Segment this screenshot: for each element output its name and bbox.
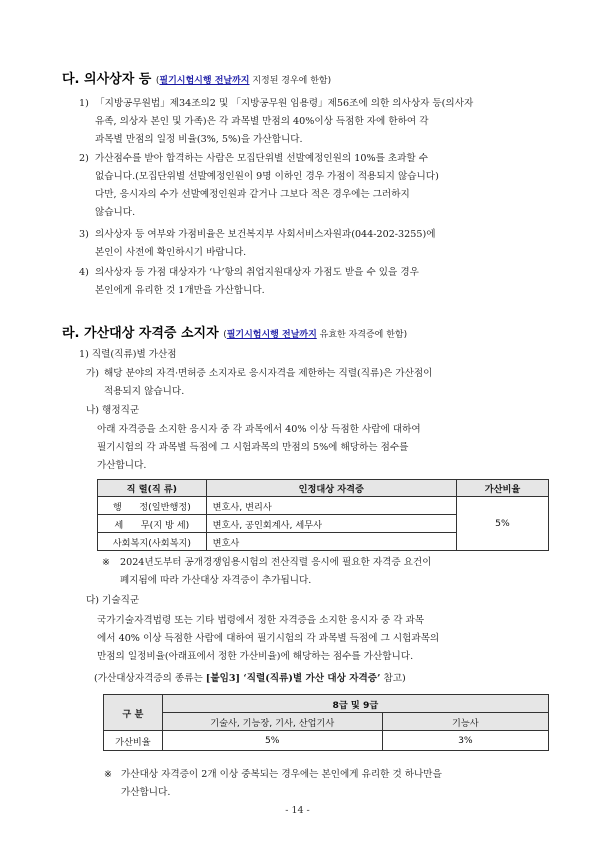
table-cell: 세 무(지 방 세) [98, 515, 207, 533]
table-header: 인정대상 자격증 [206, 480, 456, 497]
text-line: 않습니다. [95, 207, 136, 218]
note-2-text [121, 766, 442, 802]
text-line: 가산대상 자격증이 2개 이상 중복되는 경우에는 본인에게 유리한 것 하나만을 [121, 769, 442, 780]
text-line: 의사상자 등 가점 대상자가 ‘나’항의 취업지원대상자 가점도 받을 수 있을 경우 [95, 267, 419, 278]
item-ga-text [104, 365, 432, 401]
table-cell: 5% [162, 731, 382, 751]
item-da-text [97, 612, 439, 666]
paren-open: ( [155, 76, 160, 86]
tech-cert-table [103, 694, 549, 751]
item-number: 4) [79, 267, 89, 278]
text-line: 다만, 응시자의 수가 선발예정인원과 같거나 그보다 적은 경우에는 그러하지 [95, 189, 410, 200]
text-line: 「지방공무원법」제34조의2 및 「지방공무원 임용령」제56조에 의한 의사상자 등(의사자 [95, 98, 474, 109]
table-header: 직 렬(직 류) [98, 480, 207, 497]
text-line: 없습니다.(모집단위별 선발예정인원이 9명 이하인 경우 가점이 적용되지 않습니다) [95, 171, 439, 182]
text-line: 의사상자 등 여부와 가점비율은 보건복지부 사회서비스자원과(044-202-3255)에 [95, 229, 436, 240]
cert-reference-line [94, 670, 406, 688]
table-cell-rate: 5% [456, 497, 548, 551]
note-mark: ※ [104, 769, 113, 780]
page-number: - 14 - [285, 805, 310, 816]
paren-open: ( [223, 330, 227, 340]
section-ra-suffix: 유효한 자격증에 한함) [316, 330, 408, 340]
text-line: 에서 40% 이상 득점한 사람에 대하여 필기시험의 각 과목별 득점에 그 시험과목의 [97, 633, 440, 644]
text-line: 필기시험의 각 과목별 득점에 그 시험과목의 만점의 5%에 해당하는 점수를 [97, 442, 409, 453]
table-cell: 사회복지(사회복지) [98, 533, 207, 551]
table-cell: 3% [382, 731, 548, 751]
text-line: 가산합니다. [97, 460, 147, 471]
text-line: 가산합니다. [121, 787, 171, 798]
section-da-highlight: 필기시험시행 전날까지 [159, 76, 250, 86]
text-line: 만점의 일정비율(아래표에서 정한 가산비율)에 해당하는 점수를 가산합니다. [97, 651, 414, 662]
text-line: 아래 자격증을 소지한 응시자 중 각 과목에서 40% 이상 득점한 사람에 대하여 [97, 424, 421, 435]
item-number: 2) [79, 153, 89, 164]
table-header: 가산비율 [456, 480, 548, 497]
section-ra-highlight: 필기시험시행 전날까지 [226, 330, 317, 340]
item-text [95, 150, 439, 222]
table-corner-header: 구 분 [104, 695, 163, 731]
table-cell: 변호사, 변리사 [206, 497, 456, 515]
note-1-text [120, 554, 431, 590]
table-row-label: 가산비율 [104, 731, 163, 751]
text-line: 과목별 만점의 일정 비율(3%, 5%)을 가산합니다. [95, 134, 303, 145]
table-row [98, 497, 549, 515]
text-line: 적용되지 않습니다. [104, 386, 185, 397]
table-cell: 변호사, 공인회계사, 세무사 [206, 515, 456, 533]
text-line: 국가기술자격법령 또는 기타 법령에서 정한 자격증을 소지한 응시자 중 각 과목 [97, 615, 425, 626]
item-da-title: 다) 기술직군 [86, 595, 140, 606]
admin-cert-table [97, 479, 549, 551]
table-group-header: 8급 및 9급 [162, 695, 548, 713]
item-text [95, 95, 473, 149]
text-line: 가산점수를 받아 합격하는 사람은 모집단위별 선발예정인원의 10%를 초과할 수 [95, 153, 429, 164]
text-line: 2024년도부터 공개경쟁임용시험의 전산직렬 응시에 필요한 자격증 요건이 [120, 557, 432, 568]
table-header: 기술사, 기능장, 기사, 산업기사 [162, 713, 382, 731]
text-line: 유족, 의상자 본인 및 가족)은 각 과목별 만점의 40%이상 득점한 자에 한하여 각 [95, 116, 429, 127]
item-text [95, 226, 435, 262]
item-number: 가) [86, 368, 100, 379]
table-cell: 행 정(일반행정) [98, 497, 207, 515]
item-number: 1) [79, 98, 89, 109]
text-line: 본인이 사전에 확인하시기 바랍니다. [95, 247, 247, 258]
reference-attachment: [붙임3] ‘직렬(직류)별 가산 대상 자격증’ [205, 673, 381, 684]
item-na-title: 나) 행정직군 [86, 405, 140, 416]
section-da-title: 다. 의사상자 등 [62, 72, 152, 87]
item-number: 3) [79, 229, 89, 240]
text-line: 폐지됨에 따라 가산대상 자격증이 추가됩니다. [120, 575, 312, 586]
reference-prefix: (가산대상자격증의 종류는 [94, 673, 206, 684]
table-row [104, 731, 549, 751]
text-line: 본인에게 유리한 것 1개만을 가산합니다. [95, 285, 265, 296]
section-da-suffix: 지정된 경우에 한함) [249, 76, 332, 86]
item-text [95, 264, 419, 300]
section-ra-heading [62, 322, 407, 341]
note-mark: ※ [102, 557, 111, 568]
item-na-text [97, 421, 421, 475]
reference-suffix: 참고) [380, 673, 406, 684]
section-ra-title: 라. 가산대상 자격증 소지자 [62, 326, 219, 341]
subsection-1-title: 1) 직렬(직류)별 가산점 [79, 349, 177, 360]
table-header: 기능사 [382, 713, 548, 731]
table-cell: 변호사 [206, 533, 456, 551]
text-line: 해당 분야의 자격·면허증 소지자로 응시자격을 제한하는 직렬(직류)은 가산점이 [104, 368, 433, 379]
section-da-heading [62, 68, 331, 87]
